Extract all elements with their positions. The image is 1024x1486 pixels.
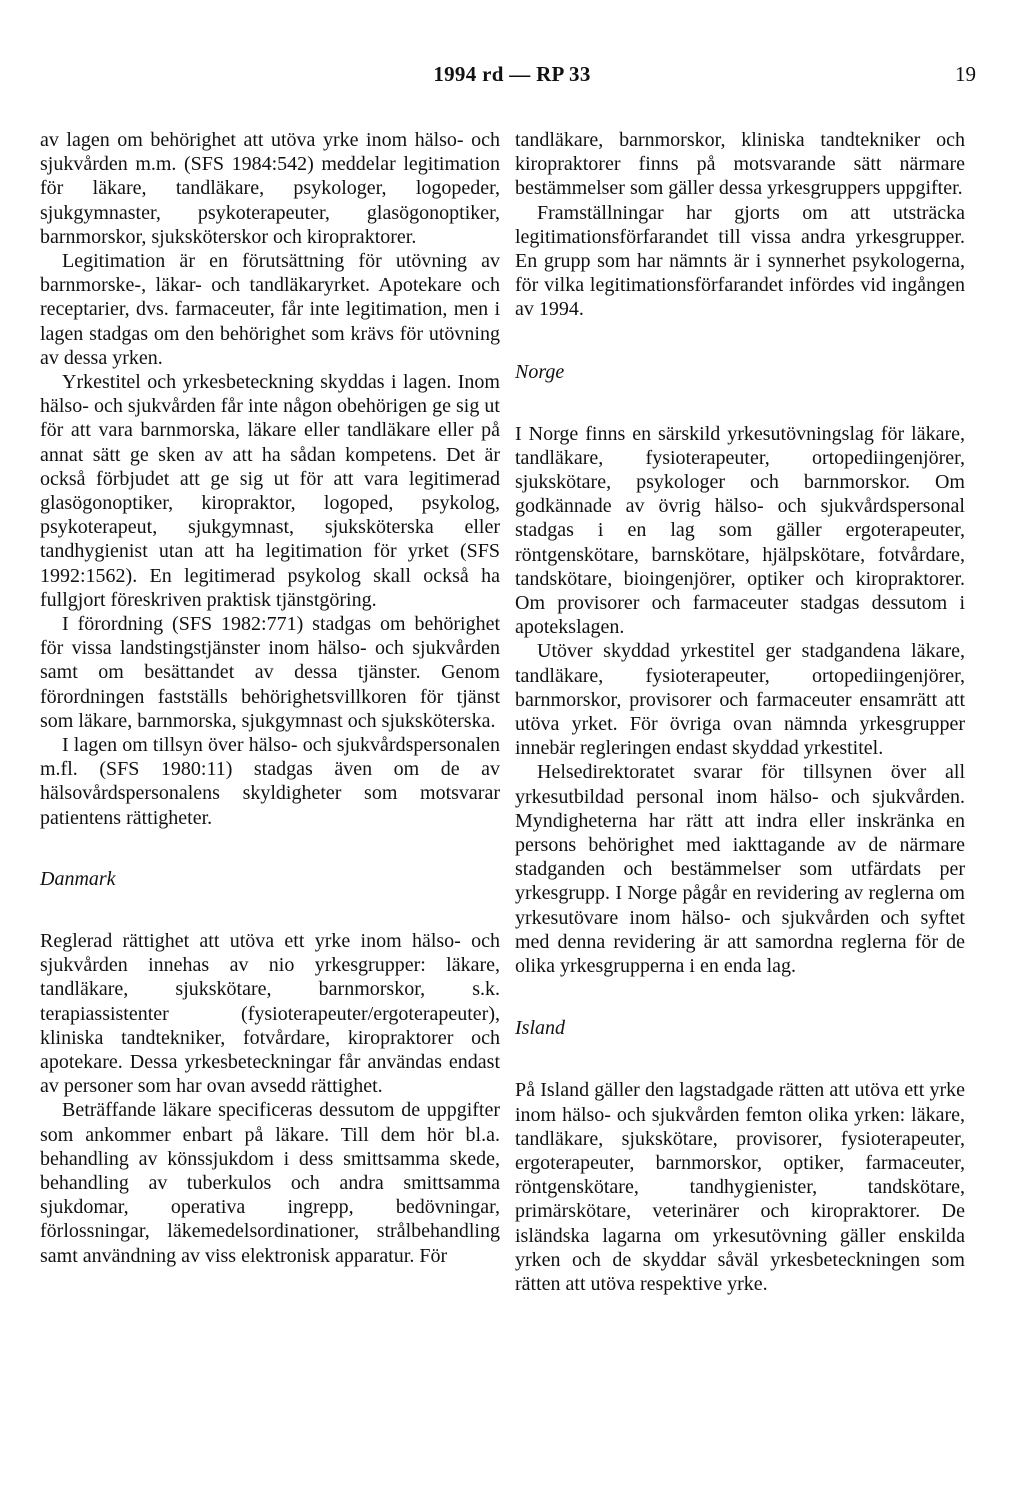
paragraph: På Island gäller den lagstadgade rätten att utöva ett yrke inom hälso- och sjukvården femton olika yrken: läkare, tandläkare, sjukskötare, provisorer, fysioterapeuter, ergoterapeuter, barnmorskor, optiker, farmaceuter, röntgenskötare, tandhygienister, tandskötare, primärskötare, veterinärer och kiropraktorer. De isländska lagarna om yrkesutövning gäller enskilda yrken och de skyddar såväl yrkesbeteckningen som rätten att utöva respektive yrke. xyxy=(515,1079,965,1295)
paragraph: Framställningar har gjorts om att utsträcka legitimationsförfarandet till vissa andra yrkesgrupper. En grupp som har nämnts är i synnerhet psykologerna, för vilka legitimationsförfarandet infördes vid ingången av 1994. xyxy=(515,201,965,321)
paragraph: Reglerad rättighet att utöva ett yrke inom hälso- och sjukvården innehas av nio yrkesgrupper: läkare, tandläkare, sjukskötare, barnmorskor, s.k. terapiassistenter (fysioterapeuter/ergoterapeuter), kliniska tandtekniker, fotvårdare, kiropraktorer och apotekare. Dessa yrkesbeteckningar får användas endast av personer som har ovan avsedd rättighet. xyxy=(40,929,500,1098)
paragraph-continued: tandläkare, barnmorskor, kliniska tandtekniker och kiropraktorer finns på motsvarande sätt närmare bestämmelser som gäller dessa yrkesgruppers uppgifter. xyxy=(515,129,965,200)
paragraph-continued: av lagen om behörighet att utöva yrke inom hälso- och sjukvården m.m. (SFS 1984:542) meddelar legitimation för läkare, tandläkare, psykologer, logopeder, sjukgymnaster, psykoterapeuter, glasögonoptiker, barnmorskor, sjuksköterskor och kiropraktorer. xyxy=(40,129,500,248)
paragraph: I förordning (SFS 1982:771) stadgas om behörighet för vissa landstingstjänster inom hälso- och sjukvården samt om besättandet av dessa tjänster. Genom förordningen fastställs behörighetsvillkoren för tjänst som läkare, barnmorska, sjukgymnast och sjuksköterska. xyxy=(40,613,500,732)
running-title: 1994 rd — RP 33 xyxy=(433,62,591,86)
paragraph: Utöver skyddad yrkestitel ger stadgandena läkare, tandläkare, fysioterapeuter, ortopediingenjörer, barnmorskor, provisorer och farmaceuter ensamrätt att utöva yrket. För övriga ovan nämnda yrkesgrupper innebär regleringen endast skyddad yrkestitel. xyxy=(515,640,965,760)
paragraph: Legitimation är en förutsättning för utövning av barnmorske-, läkar- och tandläkaryrket. Apotekare och receptarier, dvs. farmaceuter, får inte legitimation, men i lagen stadgas om den behörighet som krävs för utövning av dessa yrken. xyxy=(40,250,500,369)
page-header xyxy=(0,62,1024,92)
paragraph: Helsedirektoratet svarar för tillsynen över all yrkesutbildad personal inom hälso- och sjukvården. Myndigheterna har rätt att indra eller inskränka en persons behörighet med iakttagande av de närmare stadganden och bestämmelser som utfärdats per yrkesgrupp. I Norge pågår en revidering av reglerna om yrkesutövare inom hälso- och sjukvården och syftet med denna revidering är att samordna reglerna för de olika yrkesgrupperna i en enda lag. xyxy=(515,761,965,978)
section-heading-danmark: Danmark xyxy=(40,867,116,890)
right-column xyxy=(515,128,965,1296)
page-number: 19 xyxy=(955,62,976,86)
section-heading-norge: Norge xyxy=(515,360,565,383)
paragraph: Yrkestitel och yrkesbeteckning skyddas i lagen. Inom hälso- och sjukvården får inte någon obehörigen ge sig ut för att vara barnmorska, läkare eller tandläkare eller på annat sätt ge sken av att ha sådan kompetens. Det är också förbjudet att ge sig ut för att vara legitimerad glasögonoptiker, kiropraktor, logoped, psykolog, psykoterapeut, sjukgymnast, sjuksköterska eller tandhygienist utan att ha legitimation för yrket (SFS 1992:1562). En legitimerad psykolog skall också ha fullgjort föreskriven praktisk tjänstgöring. xyxy=(40,371,500,611)
paragraph: I lagen om tillsyn över hälso- och sjukvårdspersonalen m.fl. (SFS 1980:11) stadgas även om de av hälsovårdspersonalens skyldigheter som motsvarar patientens rättigheter. xyxy=(40,734,500,829)
paragraph: I Norge finns en särskild yrkesutövningslag för läkare, tandläkare, fysioterapeuter, ortopediingenjörer, sjukskötare, psykologer och barnmorskor. Om godkännade av övrig hälso- och sjukvårdspersonal stadgas i en lag som gäller ergoterapeuter, röntgenskötare, barnskötare, hjälpskötare, fotvårdare, tandskötare, bioingenjörer, optiker och kiropraktorer. Om provisorer och farmaceuter stadgas dessutom i apotekslagen. xyxy=(515,422,965,639)
section-heading-island: Island xyxy=(515,1017,565,1040)
left-column xyxy=(40,128,500,1268)
paragraph: Beträffande läkare specificeras dessutom de uppgifter som ankommer enbart på läkare. Till dem hör bl.a. behandling av könssjukdom i dess smittsamma skede, behandling av tuberkulos och andra smittsamma sjukdomar, operativa ingrepp, bedövningar, förlossningar, läkemedelsordinationer, strålbehandling samt användning av viss elektronisk apparatur. För xyxy=(40,1099,500,1267)
